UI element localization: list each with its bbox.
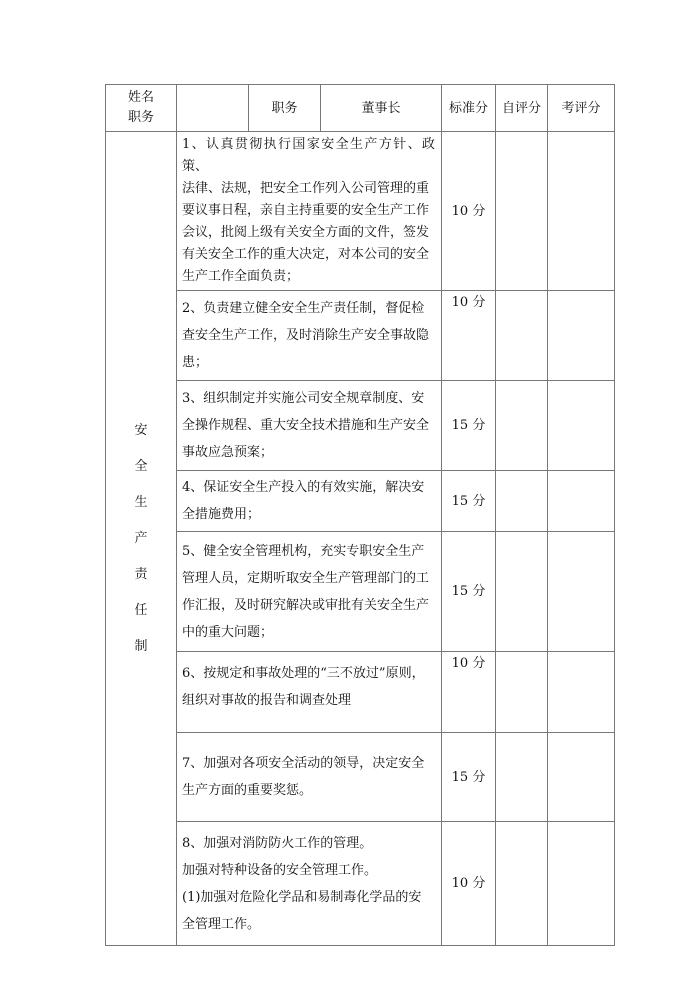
duty-line: (1)加强对危险化学品和易制毒化学品的安	[182, 889, 422, 905]
name-label: 姓名	[127, 90, 154, 105]
side-title-char: 全	[134, 458, 148, 474]
standard-score: 15 分	[442, 733, 496, 822]
header-row	[106, 85, 615, 132]
duty-line: 要议事日程，亲自主持重要的安全生产工作	[182, 203, 430, 218]
table-row	[106, 132, 615, 291]
side-title-char: 安	[134, 422, 148, 438]
standard-score-header: 标准分	[442, 85, 496, 132]
position-label: 职务	[249, 85, 321, 132]
duty-line: 5、健全安全管理机构，充实专职安全生产	[182, 543, 425, 559]
duty-line: 有关安全工作的重大决定，对本公司的安全	[182, 247, 430, 262]
duty-text	[177, 291, 442, 381]
duty-line: 6、按规定和事故处理的“三不放过”原则，	[182, 666, 425, 681]
self-score-cell[interactable]	[496, 291, 548, 381]
standard-score: 10 分	[442, 652, 496, 733]
duty-line: 法律、法规，把安全工作列入公司管理的重	[182, 181, 430, 196]
duty-text	[177, 381, 442, 471]
table-row	[106, 291, 615, 381]
duty-line: 组织对事故的报告和调查处理	[182, 693, 352, 708]
duty-text	[177, 532, 442, 652]
duty-text	[177, 733, 442, 822]
standard-score: 10 分	[442, 291, 496, 381]
duty-line: 加强对特种设备的安全管理工作。	[182, 862, 378, 878]
side-title-char: 任	[134, 602, 148, 618]
standard-score: 15 分	[442, 381, 496, 471]
duty-line: 2、负责建立健全安全生产责任制，督促检	[182, 301, 425, 316]
table-row	[106, 471, 615, 532]
duty-line: 全措施费用；	[182, 507, 261, 522]
assessment-score-cell[interactable]	[548, 291, 615, 381]
standard-score: 15 分	[442, 471, 496, 532]
side-title-char: 制	[134, 638, 148, 654]
table-row	[106, 652, 615, 733]
table-row	[106, 733, 615, 822]
duty-line: 事故应急预案；	[182, 445, 274, 460]
assessment-score-cell[interactable]	[548, 652, 615, 733]
duty-line: 中的重大问题；	[182, 624, 274, 640]
duty-line: 全管理工作。	[182, 916, 261, 932]
duty-line: 3、组织制定并实施公司安全规章制度、安	[182, 391, 425, 406]
duty-line: 1、认真贯彻执行国家安全生产方针、政策、	[182, 137, 435, 174]
responsibility-assessment-table	[105, 84, 615, 946]
duty-line: 生产方面的重要奖惩。	[182, 783, 313, 798]
assessment-score-cell[interactable]	[548, 822, 615, 946]
assessment-score-cell[interactable]	[548, 132, 615, 291]
table-row	[106, 532, 615, 652]
duty-text	[177, 471, 442, 532]
duty-line: 作汇报，及时研究解决或审批有关安全生产	[182, 597, 430, 613]
position-label-left: 职务	[127, 110, 154, 125]
assessment-score-cell[interactable]	[548, 532, 615, 652]
standard-score: 10 分	[442, 822, 496, 946]
duty-text	[177, 652, 442, 733]
duty-line: 8、加强对消防防火工作的管理。	[182, 835, 373, 851]
self-score-cell[interactable]	[496, 822, 548, 946]
self-score-cell[interactable]	[496, 381, 548, 471]
table-row	[106, 822, 615, 946]
duty-line: 全操作规程、重大安全技术措施和生产安全	[182, 418, 430, 433]
duty-line: 患；	[182, 355, 209, 370]
duty-line: 会议，批阅上级有关安全方面的文件，签发	[182, 225, 430, 240]
duty-line: 管理人员，定期听取安全生产管理部门的工	[182, 570, 430, 586]
duty-line: 7、加强对各项安全活动的领导，决定安全	[182, 756, 425, 771]
side-title-char: 产	[134, 530, 148, 546]
duty-line: 查安全生产工作，及时消除生产安全事故隐	[182, 328, 430, 343]
side-title-char: 责	[134, 566, 148, 582]
assessment-score-cell[interactable]	[548, 471, 615, 532]
table-row	[106, 381, 615, 471]
duty-line: 生产工作全面负责；	[182, 269, 300, 284]
duty-text	[177, 822, 442, 946]
standard-score: 10 分	[442, 132, 496, 291]
side-title-char: 生	[134, 494, 148, 510]
assessment-score-cell[interactable]	[548, 381, 615, 471]
self-score-cell[interactable]	[496, 132, 548, 291]
side-title	[106, 132, 177, 946]
duty-text	[177, 132, 442, 291]
self-score-header: 自评分	[496, 85, 548, 132]
position-value: 董事长	[321, 85, 442, 132]
standard-score: 15 分	[442, 532, 496, 652]
self-score-cell[interactable]	[496, 532, 548, 652]
self-score-cell[interactable]	[496, 471, 548, 532]
self-score-cell[interactable]	[496, 733, 548, 822]
name-position-label	[106, 85, 177, 132]
assessment-score-cell[interactable]	[548, 733, 615, 822]
name-value-cell[interactable]	[177, 85, 249, 132]
self-score-cell[interactable]	[496, 652, 548, 733]
assessment-score-header: 考评分	[548, 85, 615, 132]
duty-line: 4、保证安全生产投入的有效实施，解决安	[182, 480, 425, 495]
